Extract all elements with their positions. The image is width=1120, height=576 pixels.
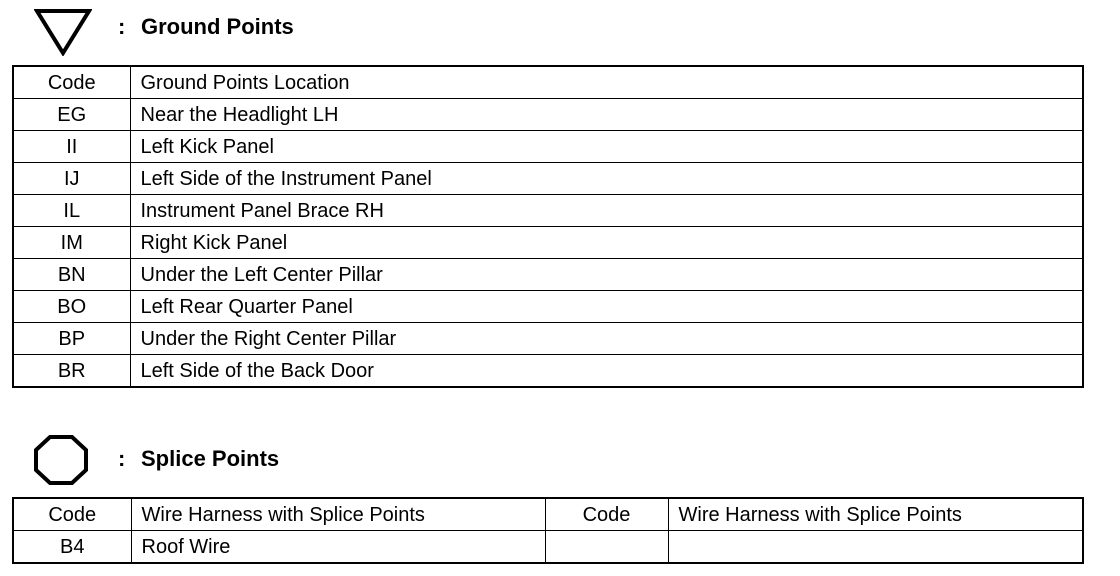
code-header: Code — [13, 66, 130, 99]
code-cell: B4 — [13, 531, 131, 564]
code-cell: BO — [13, 291, 130, 323]
code-cell: IJ — [13, 163, 130, 195]
location-cell: Under the Left Center Pillar — [130, 259, 1083, 291]
splice-colon: : — [118, 446, 126, 471]
splice-points-table — [12, 497, 1084, 564]
harness-header: Wire Harness with Splice Points — [131, 498, 545, 531]
table-row — [13, 99, 1083, 131]
table-row — [13, 163, 1083, 195]
triangle-down-icon — [34, 8, 92, 56]
code-cell — [545, 531, 668, 564]
code-header: Code — [13, 498, 131, 531]
table-header-row — [13, 498, 1083, 531]
ground-points-heading: Ground Points — [141, 14, 294, 39]
table-row — [13, 291, 1083, 323]
code-cell: IL — [13, 195, 130, 227]
location-cell: Instrument Panel Brace RH — [130, 195, 1083, 227]
octagon-icon — [33, 434, 89, 486]
table-row — [13, 195, 1083, 227]
location-cell: Near the Headlight LH — [130, 99, 1083, 131]
table-row — [13, 531, 1083, 564]
location-cell: Right Kick Panel — [130, 227, 1083, 259]
location-cell: Left Side of the Instrument Panel — [130, 163, 1083, 195]
code-cell: BR — [13, 355, 130, 388]
table-row — [13, 131, 1083, 163]
location-cell: Left Rear Quarter Panel — [130, 291, 1083, 323]
harness-cell: Roof Wire — [131, 531, 545, 564]
location-header: Ground Points Location — [130, 66, 1083, 99]
harness-cell — [668, 531, 1083, 564]
table-row — [13, 259, 1083, 291]
code-header: Code — [545, 498, 668, 531]
location-cell: Left Kick Panel — [130, 131, 1083, 163]
location-cell: Under the Right Center Pillar — [130, 323, 1083, 355]
code-cell: IM — [13, 227, 130, 259]
ground-points-table — [12, 65, 1084, 388]
code-cell: EG — [13, 99, 130, 131]
code-cell: II — [13, 131, 130, 163]
table-row — [13, 323, 1083, 355]
table-row — [13, 227, 1083, 259]
code-cell: BN — [13, 259, 130, 291]
location-cell: Left Side of the Back Door — [130, 355, 1083, 388]
table-header-row — [13, 66, 1083, 99]
harness-header: Wire Harness with Splice Points — [668, 498, 1083, 531]
table-row — [13, 355, 1083, 388]
code-cell: BP — [13, 323, 130, 355]
ground-colon: : — [118, 14, 126, 39]
splice-points-heading: Splice Points — [141, 446, 280, 471]
